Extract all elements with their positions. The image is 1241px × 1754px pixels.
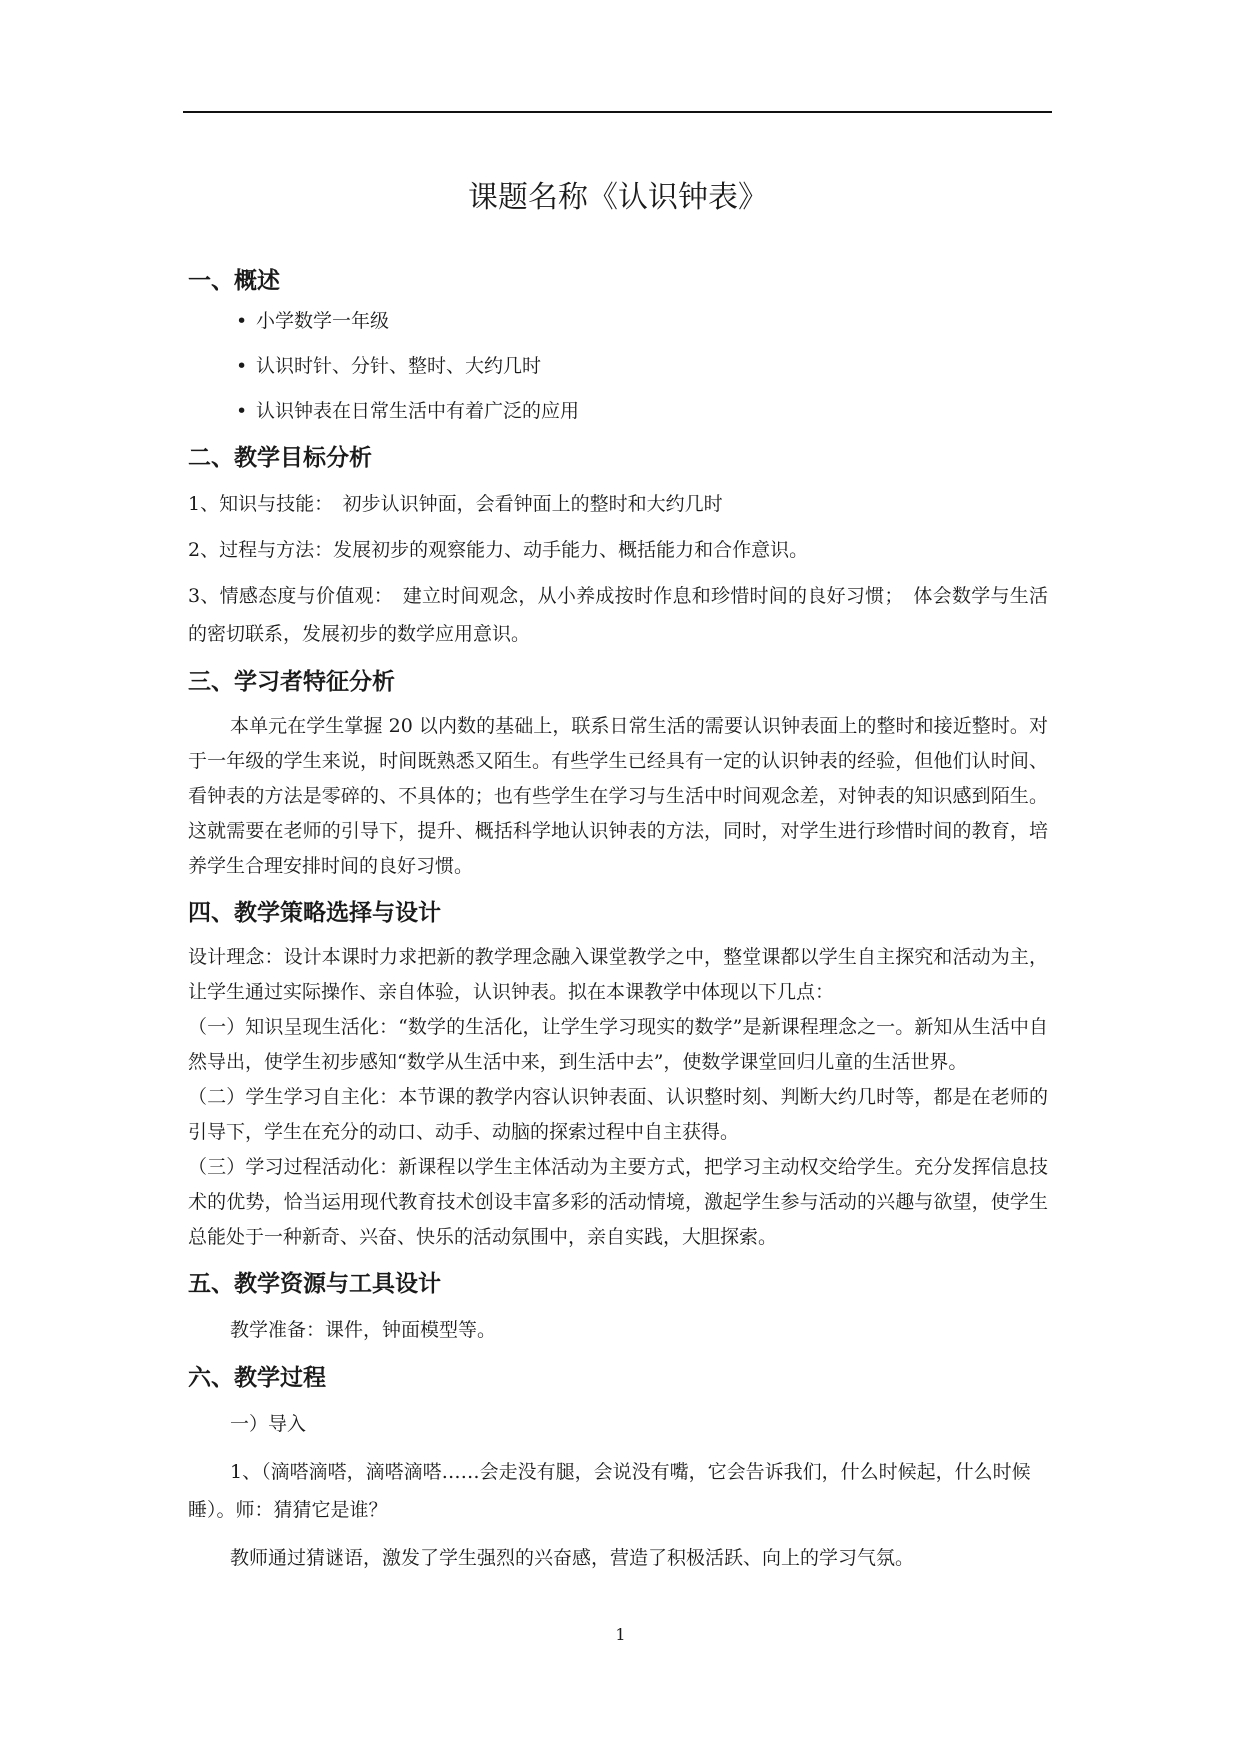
section-heading-process: 六、教学过程 bbox=[188, 1365, 326, 1391]
section-heading-objectives: 二、教学目标分析 bbox=[188, 445, 372, 471]
overview-list bbox=[188, 308, 1048, 424]
resources-text: 教学准备：课件，钟面模型等。 bbox=[230, 1319, 497, 1341]
section-heading-overview: 一、概述 bbox=[188, 268, 280, 294]
section-heading-resources: 五、教学资源与工具设计 bbox=[188, 1271, 441, 1297]
objective-attitude: 3、情感态度与价值观： 建立时间观念，从小养成按时作息和珍惜时间的良好习惯； 体会数学与生活的密切联系，发展初步的数学应用意识。 bbox=[188, 585, 1048, 645]
subsection-intro: 一）导入 bbox=[230, 1413, 307, 1435]
process-paragraph-riddle: 1、（滴嗒滴嗒，滴嗒滴嗒……会走没有腿，会说没有嘴，它会告诉我们，什么时候起，什么时候睡）。师：猜猜它是谁？ bbox=[188, 1461, 1031, 1521]
learner-analysis-text: 本单元在学生掌握 20 以内数的基础上，联系日常生活的需要认识钟表面上的整时和接近整时。对于一年级的学生来说，时间既熟悉又陌生。有些学生已经具有一定的认识钟表的经验，但他们认时间、看钟表的方法是零碎的、不具体的；也有些学生在学习与生活中时间观念差，对钟表的知识感到陌生。这就需要在老师的引导下，提升、概括科学地认识钟表的方法，同时，对学生进行珍惜时间的教育，培养学生合理安排时间的良好习惯。 bbox=[188, 715, 1048, 877]
section-heading-strategy: 四、教学策略选择与设计 bbox=[188, 900, 441, 926]
strategy-point-2: （二）学生学习自主化：本节课的教学内容认识钟表面、认识整时刻、判断大约几时等，都是在老师的引导下，学生在充分的动口、动手、动脑的探索过程中自主获得。 bbox=[188, 1086, 1048, 1143]
bullet-dot-icon: • bbox=[236, 355, 248, 377]
document-title: 课题名称《认识钟表》 bbox=[468, 180, 768, 215]
page-number: 1 bbox=[615, 1625, 626, 1644]
list-item: • 认识时针、分针、整时、大约几时 bbox=[236, 355, 542, 377]
section-heading-learners: 三、学习者特征分析 bbox=[188, 669, 395, 695]
strategy-point-3: （三）学习过程活动化：新课程以学生主体活动为主要方式，把学习主动权交给学生。充分发挥信息技术的优势，恰当运用现代教育技术创设丰富多彩的活动情境，激起学生参与活动的兴趣与欲望，使学生总能处于一种新奇、兴奋、快乐的活动氛围中，亲自实践，大胆探索。 bbox=[188, 1156, 1048, 1248]
objective-knowledge: 1、知识与技能： 初步认识钟面，会看钟面上的整时和大约几时 bbox=[188, 493, 723, 515]
list-item: • 认识钟表在日常生活中有着广泛的应用 bbox=[236, 400, 580, 422]
objective-process: 2、过程与方法：发展初步的观察能力、动手能力、概括能力和合作意识。 bbox=[188, 539, 809, 561]
bullet-dot-icon: • bbox=[236, 400, 248, 422]
strategy-concept: 设计理念：设计本课时力求把新的教学理念融入课堂教学之中，整堂课都以学生自主探究和活动为主，让学生通过实际操作、亲自体验，认识钟表。拟在本课教学中体现以下几点： bbox=[188, 946, 1048, 1003]
list-item: • 小学数学一年级 bbox=[236, 310, 390, 332]
process-paragraph-summary: 教师通过猜谜语，激发了学生强烈的兴奋感，营造了积极活跃、向上的学习气氛。 bbox=[230, 1547, 915, 1569]
document-page bbox=[188, 178, 1048, 1577]
bullet-dot-icon: • bbox=[236, 310, 248, 332]
strategy-point-1: （一）知识呈现生活化：“数学的生活化，让学生学习现实的数学”是新课程理念之一。新知从生活中自然导出，使学生初步感知“数学从生活中来，到生活中去”，使数学课堂回归儿童的生活世界。 bbox=[188, 1016, 1048, 1073]
header-rule bbox=[183, 111, 1052, 113]
